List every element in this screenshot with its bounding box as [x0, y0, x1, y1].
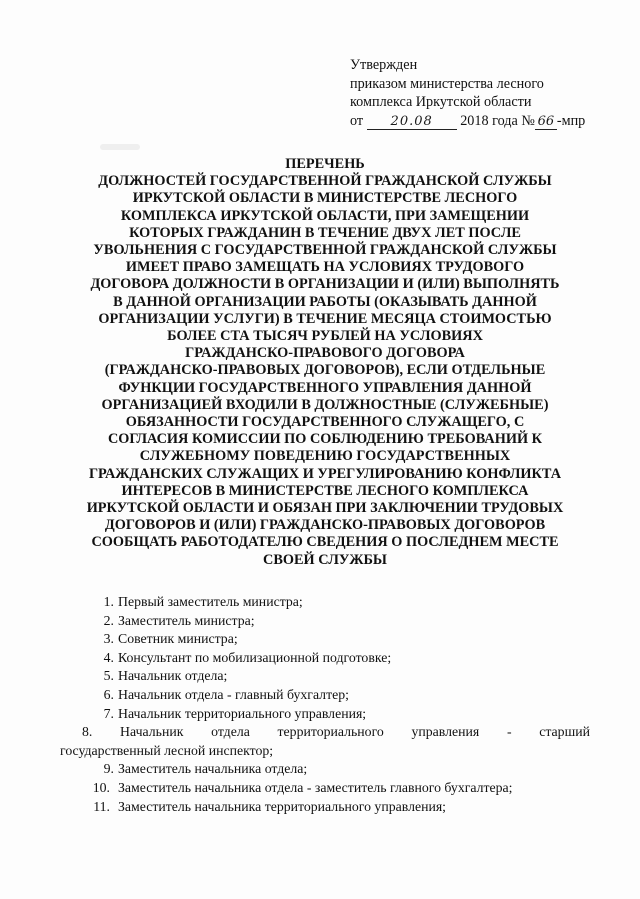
list-item [60, 667, 590, 686]
list-item-number: 11. [93, 798, 110, 814]
title-line: СООБЩАТЬ РАБОТОДАТЕЛЮ СВЕДЕНИЯ О ПОСЛЕДНЕМ МЕСТЕ [91, 534, 559, 551]
list-item-text: Заместитель начальника отдела - заместитель главного бухгалтера; [118, 779, 513, 795]
list-item-text: Первый заместитель министра; [118, 594, 303, 609]
title-line: БОЛЕЕ СТА ТЫСЯЧ РУБЛЕЙ НА УСЛОВИЯХ [167, 328, 483, 345]
list-item-text: Начальник территориального управления; [118, 705, 367, 721]
list-item-text: Начальник отдела - главный бухгалтер; [118, 686, 349, 702]
title-line: КОТОРЫХ ГРАЖДАНИН В ТЕЧЕНИЕ ДВУХ ЛЕТ ПОСЛЕ [129, 224, 521, 241]
list-item-word: - [506, 724, 512, 740]
list-item-text: Заместитель начальника отдела; [118, 761, 308, 777]
list-item-text: Консультант по мобилизационной подготовке; [118, 649, 392, 665]
list-item-number: 1. [103, 594, 114, 609]
list-item [60, 630, 590, 649]
list-item-justified [60, 723, 590, 760]
list-item [60, 779, 590, 798]
list-item-number: 7. [103, 705, 114, 721]
list-item-word: управления [411, 724, 480, 740]
title-line: ДОГОВОРА ДОЛЖНОСТИ В ОРГАНИЗАЦИИ И (ИЛИ) ВЫПОЛНЯТЬ [90, 276, 560, 293]
list-item-text: Советник министра; [118, 631, 238, 647]
list-item-number: 3. [103, 631, 114, 647]
list-item-word: территориального [277, 724, 384, 740]
title-line: ГРАЖДАНСКО-ПРАВОВОГО ДОГОВОРА [185, 345, 465, 362]
title-line: ИМЕЕТ ПРАВО ЗАМЕЩАТЬ НА УСЛОВИЯХ ТРУДОВОГО [125, 259, 525, 276]
title-line: ФУНКЦИИ ГОСУДАРСТВЕННОГО УПРАВЛЕНИЯ ДАННОЙ [118, 379, 532, 396]
list-item-number: 8. [82, 724, 93, 740]
approval-suffix: -мпр [556, 112, 586, 129]
scan-artifact [100, 144, 140, 150]
title-line: ДОГОВОРОВ И (ИЛИ) ГРАЖДАНСКО-ПРАВОВЫХ ДОГОВОРОВ [104, 517, 546, 534]
list-item-number: 9. [103, 761, 114, 777]
title-line: СВОЕЙ СЛУЖБЫ [263, 551, 387, 568]
list-item [60, 760, 590, 779]
list-item-number: 4. [103, 649, 114, 665]
title-line: ДОЛЖНОСТЕЙ ГОСУДАРСТВЕННОЙ ГРАЖДАНСКОЙ СЛУЖБЫ [98, 173, 552, 190]
list-item-text: Начальник отдела; [118, 668, 228, 684]
approval-stamp-block [350, 56, 620, 130]
list-item [60, 612, 590, 631]
list-item-number: 5. [103, 668, 114, 684]
list-item [60, 705, 590, 724]
list-item [60, 686, 590, 705]
list-item-word: старший [539, 724, 590, 740]
title-line: В ДАННОЙ ОРГАНИЗАЦИИ РАБОТЫ (ОКАЗЫВАТЬ ДАННОЙ [113, 293, 537, 310]
approval-date-line [350, 112, 620, 131]
title-line: СОГЛАСИЯ КОМИССИИ ПО СОБЛЮДЕНИЮ ТРЕБОВАНИЙ К [107, 431, 543, 448]
list-item-continuation: государственный лесной инспектор; [60, 742, 274, 758]
list-item [60, 649, 590, 668]
list-item-number: 6. [103, 686, 114, 702]
list-item-number: 2. [103, 612, 114, 628]
approval-line-3: комплекса Иркутской области [350, 94, 532, 110]
list-item [60, 798, 590, 817]
title-line: ИНТЕРЕСОВ В МИНИСТЕРСТВЕ ЛЕСНОГО КОМПЛЕКСА [121, 482, 529, 499]
approval-line-1: Утвержден [350, 57, 418, 73]
title-line: ОБЯЗАННОСТИ ГОСУДАРСТВЕННОГО СЛУЖАЩЕГО, С [125, 414, 525, 431]
title-line: ИРКУТСКОЙ ОБЛАСТИ В МИНИСТЕРСТВЕ ЛЕСНОГО [132, 190, 518, 207]
title-line: ИРКУТСКОЙ ОБЛАСТИ И ОБЯЗАН ПРИ ЗАКЛЮЧЕНИИ ТРУДОВЫХ [86, 500, 564, 517]
title-line: СЛУЖЕБНОМУ ПОВЕДЕНИЮ ГОСУДАРСТВЕННЫХ [139, 448, 511, 465]
list-item-number: 10. [92, 779, 110, 795]
handwritten-date: 20.08 [367, 114, 457, 130]
title-line: (ГРАЖДАНСКО-ПРАВОВЫХ ДОГОВОРОВ), ЕСЛИ ОТДЕЛЬНЫЕ [104, 362, 546, 379]
title-line: КОМПЛЕКСА ИРКУТСКОЙ ОБЛАСТИ, ПРИ ЗАМЕЩЕНИИ [120, 207, 530, 224]
title-line: ОРГАНИЗАЦИЕЙ ВХОДИЛИ В ДОЛЖНОСТНЫЕ (СЛУЖЕБНЫЕ) [101, 396, 549, 413]
list-item-word: отдела [211, 724, 250, 740]
list-item-text: Заместитель министра; [118, 612, 255, 628]
title-line: ПЕРЕЧЕНЬ [285, 156, 365, 172]
list-item [60, 593, 590, 612]
positions-list [60, 593, 590, 816]
list-item-text: Заместитель начальника территориального управления; [118, 798, 447, 814]
document-title [60, 156, 590, 569]
title-line: УВОЛЬНЕНИЯ С ГОСУДАРСТВЕННОЙ ГРАЖДАНСКОЙ СЛУЖБЫ [93, 242, 557, 259]
approval-prefix: от [350, 112, 364, 129]
list-item-first-line [60, 723, 590, 742]
approval-line-2: приказом министерства лесного [350, 75, 544, 92]
title-line: ГРАЖДАНСКИХ СЛУЖАЩИХ И УРЕГУЛИРОВАНИЮ КОНФЛИКТА [88, 465, 562, 482]
handwritten-order-number: 66 [535, 114, 557, 130]
approval-year-text: 2018 года № [460, 112, 535, 129]
list-item-word: Начальник [120, 724, 184, 740]
title-line: ОРГАНИЗАЦИИ УСЛУГИ) В ТЕЧЕНИЕ МЕСЯЦА СТОИМОСТЬЮ [98, 310, 552, 327]
